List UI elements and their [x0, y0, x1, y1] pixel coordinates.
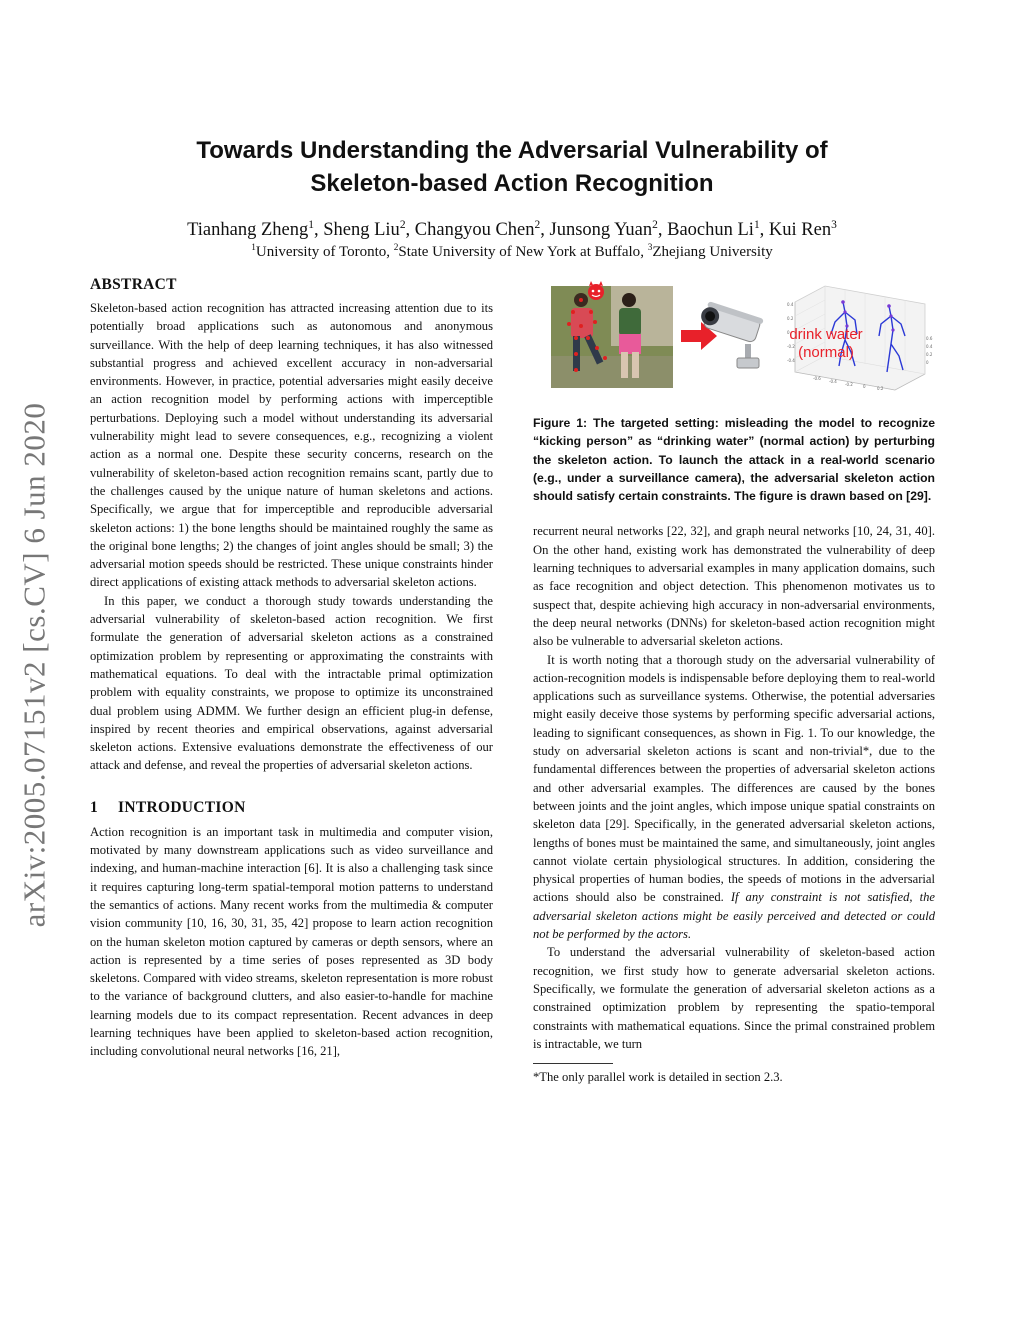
paper-title — [90, 134, 934, 200]
section-title: INTRODUCTION — [118, 798, 246, 816]
svg-text:-0.4: -0.4 — [829, 379, 837, 384]
affiliation: $^3$Zhejiang University — [647, 243, 773, 260]
author: Baochun Li$^1$, — [667, 218, 769, 240]
svg-text:-0.2: -0.2 — [787, 344, 795, 349]
svg-text:0: 0 — [787, 330, 790, 335]
right-body-text — [533, 522, 935, 1086]
figure-1-caption: Figure 1: The targeted setting: misleading the model to recognize “kicking person” as “drinking water” (normal action) by perturbing the skeleton action. To launch the attack in a real-world scenario (e.g., under a surveillance camera), the adversarial skeleton action should satisfy certain constraints. The figure is drawn based on [29]. — [533, 416, 935, 504]
drink-water-label: drink water (normal) — [789, 326, 863, 361]
svg-text:0.2: 0.2 — [926, 352, 933, 357]
intro-paragraph-4: To understand the adversarial vulnerability of skeleton-based action recognition, we first study how to generate adversarial skeleton actions. Specifically, we formulate the generation of adversarial skeleton actions as a constrained optimization problem by representing the spatio-temporal constraints with mathematical equations. Since the primal constrained problem is intractable, we turn — [533, 945, 935, 1051]
svg-text:-0.2: -0.2 — [845, 382, 853, 387]
left-column — [90, 272, 493, 1061]
arxiv-stamp — [8, 365, 60, 965]
devil-icon — [585, 280, 607, 302]
title-line-1: Towards Understanding the Adversarial Vulnerability of — [196, 137, 828, 164]
italic-emphasis: If any constraint is not satisfied, the adversarial skeleton actions might be easily perceived and detected or could not be performed by the actors. — [533, 890, 935, 942]
right-column — [533, 280, 935, 1086]
footnote: *The only parallel work is detailed in section 2.3. — [533, 1070, 783, 1085]
affiliation-list — [90, 242, 934, 262]
svg-text:0.2: 0.2 — [877, 386, 884, 391]
intro-paragraph-1: Action recognition is an important task in multimedia and computer vision, motivated by many downstream applications such as video surveillance and indexing, and human-machine interaction [6]. It is also a challenging task since it requires capturing long-term spatial-temporal motion patterns to understand the semantics of actions. Many recent works from the multimedia & computer vision community [10, 16, 30, 31, 35, 42] propose to learn action recognition on the human skeleton motion captured by cameras or depth sensors, where an action is represented by a time series of poses represented as 3D body skeletons. Compared with video streams, skeleton representation is more robust to the variance of background clutters, and also easier-to-handle for machine learning models due to its compact representation. Recent advances in deep learning techniques have been applied to skeleton-based action recognition, including convolutional neural networks [16, 21], — [90, 824, 493, 1059]
intro-heading — [90, 799, 493, 817]
author: Sheng Liu$^2$, — [323, 218, 415, 240]
author-list — [90, 218, 934, 242]
svg-text:0.6: 0.6 — [926, 336, 933, 341]
svg-text:-0.6: -0.6 — [813, 376, 821, 381]
author: Changyou Chen$^2$, — [414, 218, 550, 240]
arxiv-id: arXiv:2005.07151v2 [cs.CV] 6 Jun 2020 — [16, 402, 52, 928]
author: Kui Ren$^3$ — [768, 218, 837, 240]
surveillance-camera-icon — [693, 300, 773, 372]
svg-text:-0.4: -0.4 — [787, 358, 795, 363]
intro-paragraph-3: It is worth noting that a thorough study on the adversarial vulnerability of action-recognition models is indispensable before deploying them to real-world applications such as surveillance systems. Otherwise, the potential adversaries might easily deceive those systems by performing specific adversarial actions, leading to significant consequences, as shown in Fig. 1. To our knowledge, the study on adversarial skeleton actions is scant and non-trivial*, due to the fundamental differences between the properties of adversarial skeleton actions and other adversarial examples. The differences are caused by the bones between joints and the joint angles, which impose unique spatial constraints on skeleton data [29]. Specifically, in the generated adversarial skeleton actions, lengths of bones must be maintained the same, and simultaneously, joint angles cannot violate certain physiological structures. In addition, considering the physical properties of human bodies, the speeds of motions in the adversarial actions should also be constrained. If any constraint is not satisfied, the adversarial skeleton actions might be easily perceived and detected or could not be performed by the actors. — [533, 652, 935, 942]
surveillance-photo — [551, 286, 673, 388]
svg-text:0.4: 0.4 — [926, 344, 933, 349]
svg-text:0: 0 — [926, 360, 929, 365]
abstract-paragraph-1: Skeleton-based action recognition has attracted increasing attention due to its potentially broad applications such as autonomous and anonymous surveillance. With the help of deep learning techniques, it has also witnessed substantial progress and achieved excellent accuracy in non-adversarial environments. However, in practice, potential adversaries might easily deceive an action recognition model by performing actions with imperceptible perturbations. Deploying such a model without understanding its adversarial vulnerability might lead to severe consequences, e.g., recognizing a violent action as a normal one. Despite these security concerns, research on the vulnerability of skeleton-based action recognition remains scant, partly due to the challenges caused by the unique nature of human skeletons and actions. Specifically, we argue that for imperceptible and reproducible adversarial skeleton actions: 1) the bone lengths should be maintained roughly the same as the original bone lengths; 2) the changes of joint angles should be small; 3) the adversarial motion speeds should be restricted. These unique constraints hinder direct applications of existing attack methods to adversarial skeleton actions. — [90, 301, 493, 590]
figure-1 — [533, 280, 935, 400]
actors-illustration — [551, 286, 673, 388]
svg-text:0.4: 0.4 — [787, 302, 794, 307]
svg-text:0.2: 0.2 — [787, 316, 794, 321]
author: Junsong Yuan$^2$, — [549, 218, 668, 240]
affiliation: $^1$University of Toronto, — [251, 243, 394, 260]
affiliation: $^2$State University of New York at Buffalo, — [393, 243, 648, 260]
title-line-2: Skeleton-based Action Recognition — [310, 170, 714, 197]
svg-text:0: 0 — [863, 384, 866, 389]
abstract-heading: ABSTRACT — [90, 276, 177, 293]
footnote-divider — [533, 1063, 613, 1064]
abstract-paragraph-2: In this paper, we conduct a thorough study towards understanding the adversarial vulnerability of skeleton-based action recognition. We first formulate the generation of adversarial skeleton actions as a constrained optimization problem by representing or approximating the constraints with mathematical equations. To deal with the intractable primal optimization problem with equality constraints, we propose to optimize its unconstrained dual problem using ADMM. We further design an efficient plug-in defense, inspired by recent theories and empirical observations, against adversarial skeleton actions. Extensive evaluations demonstrate the effectiveness of our attack and defense, and reveal the properties of adversarial skeleton actions. — [90, 593, 493, 773]
author: Tianhang Zheng$^1$, — [187, 218, 324, 240]
section-number: 1 — [90, 798, 99, 816]
intro-paragraph-2: recurrent neural networks [22, 32], and graph neural networks [10, 24, 31, 40]. On the other hand, existing work has demonstrated the vulnerability of deep learning techniques to adversarial examples in many application domains, such as face recognition and object detection. This phenomenon motivates us to suspect that, despite achieving high accuracy in non-adversarial environments, the deep neural networks (DNNs) for skeleton-based action recognition might also be vulnerable to adversarial skeleton actions. — [533, 524, 935, 649]
